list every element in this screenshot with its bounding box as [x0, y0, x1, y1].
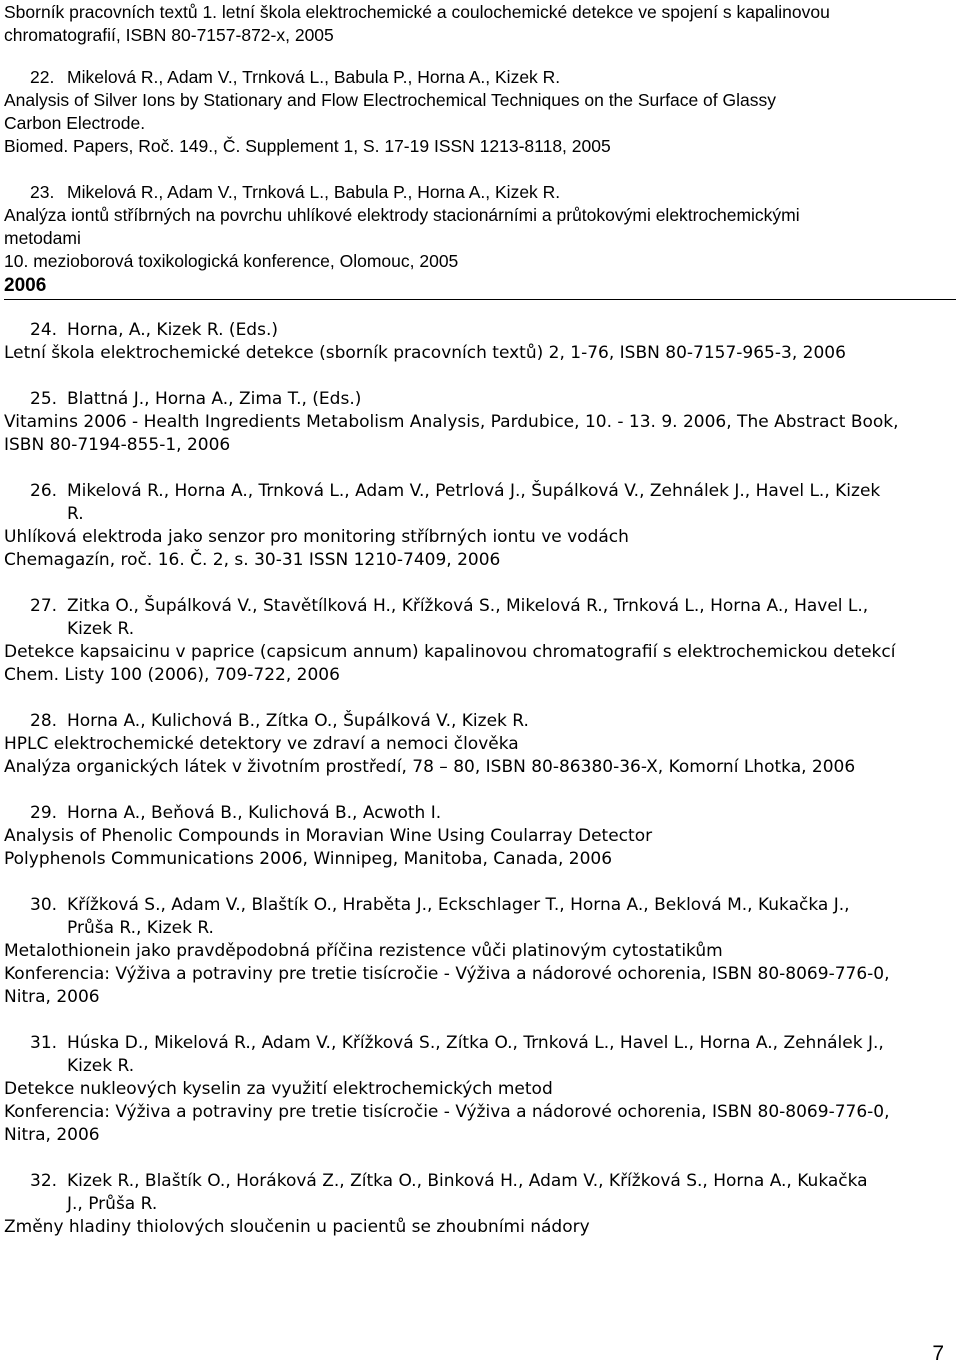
publication-entry [4, 388, 956, 457]
entry-authors: Blattná J., Horna A., Zima T., (Eds.) [67, 389, 362, 409]
entry-line: Carbon Electrode. [4, 113, 146, 133]
entry-number: 30. [30, 895, 58, 915]
publication-entry [4, 319, 956, 365]
entry-number: 26. [30, 481, 58, 501]
entry-line: Chemagazín, roč. 16. Č. 2, s. 30-31 ISSN 1210-7409, 2006 [4, 550, 501, 570]
entry-authors [67, 480, 956, 526]
entry-line: Chem. Listy 100 (2006), 709-722, 2006 [4, 665, 340, 685]
entry-authors-line: Kizek R. [67, 619, 135, 639]
publication-entry [4, 181, 956, 273]
entry-line: ISBN 80-7194-855-1, 2006 [4, 435, 231, 455]
entry-authors-line: Kizek R., Blaštík O., Horáková Z., Zítka O., Binková H., Adam V., Křížková S., Horna A., Kukačka [67, 1171, 868, 1191]
publication-entry [4, 802, 956, 871]
entry-line: Detekce kapsaicinu v paprice (capsicum annum) kapalinovou chromatografií s elektrochemickou detekcí [4, 642, 896, 662]
entry-authors [67, 595, 956, 641]
entry-line: Nitra, 2006 [4, 1125, 100, 1145]
publication-entry [4, 1170, 956, 1239]
entry-number: 25. [30, 389, 58, 409]
entry-authors-line: Kizek R. [67, 1056, 135, 1076]
entry-authors-line: J., Průša R. [67, 1194, 158, 1214]
entry-line: Letní škola elektrochemické detekce (sborník pracovních textů) 2, 1-76, ISBN 80-7157-965-3, 2006 [4, 343, 846, 363]
entry-authors-line: Húska D., Mikelová R., Adam V., Křížková S., Zítka O., Trnková L., Havel L., Horna A., Zehnálek J., [67, 1033, 884, 1053]
entry-line: Metalothionein jako pravděpodobná příčina rezistence vůči platinovým cytostatikům [4, 941, 723, 961]
entry-number: 28. [30, 711, 58, 731]
entry-line: HPLC elektrochemické detektory ve zdraví a nemoci člověka [4, 734, 519, 754]
entry-number: 24. [30, 320, 58, 340]
publication-entry [4, 66, 956, 158]
entry-authors [67, 1170, 956, 1216]
entry-line: Konferencia: Výživa a potraviny pre tretie tisícročie - Výživa a nádorové ochorenia, ISBN 80-8069-776-0, [4, 964, 890, 984]
document-page [4, 0, 956, 1239]
entry-authors-line: Křížková S., Adam V., Blaštík O., Hraběta J., Eckschlager T., Horna A., Beklová M., Kukačka J., [67, 895, 850, 915]
entry-authors [67, 894, 956, 940]
intro-line: Sborník pracovních textů 1. letní škola elektrochemické a coulochemické detekce ve spojení s kapalinovou [4, 2, 830, 22]
entry-authors [67, 1032, 956, 1078]
entry-line: 10. mezioborová toxikologická konference, Olomouc, 2005 [4, 251, 459, 271]
entry-number: 23. [30, 182, 55, 202]
entry-line: Uhlíková elektroda jako senzor pro monitoring stříbrných iontu ve vodách [4, 527, 629, 547]
intro-paragraph [4, 1, 956, 47]
entry-line: Vitamins 2006 - Health Ingredients Metabolism Analysis, Pardubice, 10. - 13. 9. 2006, The Abstract Book, [4, 412, 899, 432]
entry-line: Analýza iontů stříbrných na povrchu uhlíkové elektrody stacionárními a průtokovými elektrochemickými [4, 205, 800, 225]
entry-authors: Horna A., Kulichová B., Zítka O., Šupálková V., Kizek R. [67, 711, 529, 731]
entry-number: 32. [30, 1171, 58, 1191]
entry-line: Konferencia: Výživa a potraviny pre tretie tisícročie - Výživa a nádorové ochorenia, ISBN 80-8069-776-0, [4, 1102, 890, 1122]
publication-entry [4, 894, 956, 1009]
entry-number: 22. [30, 67, 55, 87]
year-heading: 2006 [4, 274, 956, 300]
entry-number: 29. [30, 803, 58, 823]
entry-line: Analysis of Silver Ions by Stationary and Flow Electrochemical Techniques on the Surface of Glassy [4, 90, 776, 110]
publication-entry [4, 480, 956, 572]
entry-authors-line: Zitka O., Šupálková V., Stavětílková H., Křížková S., Mikelová R., Trnková L., Horna A., Havel L., [67, 596, 869, 616]
entry-line: Analysis of Phenolic Compounds in Moravian Wine Using Coularray Detector [4, 826, 653, 846]
intro-line: chromatografií, ISBN 80-7157-872-x, 2005 [4, 25, 334, 45]
publication-entry [4, 595, 956, 687]
entry-line: metodami [4, 228, 81, 248]
entry-line: Polyphenols Communications 2006, Winnipeg, Manitoba, Canada, 2006 [4, 849, 613, 869]
entry-authors: Mikelová R., Adam V., Trnková L., Babula P., Horna A., Kizek R. [67, 182, 561, 202]
entry-number: 31. [30, 1033, 58, 1053]
entry-authors: Mikelová R., Adam V., Trnková L., Babula P., Horna A., Kizek R. [67, 67, 561, 87]
entry-number: 27. [30, 596, 58, 616]
page-number: 7 [932, 1342, 944, 1365]
entry-authors-line: R. [67, 504, 84, 524]
entry-authors-line: Průša R., Kizek R. [67, 918, 214, 938]
entry-line: Biomed. Papers, Roč. 149., Č. Supplement 1, S. 17-19 ISSN 1213-8118, 2005 [4, 136, 611, 156]
entry-line: Nitra, 2006 [4, 987, 100, 1007]
entry-authors: Horna, A., Kizek R. (Eds.) [67, 320, 278, 340]
entry-authors-line: Mikelová R., Horna A., Trnková L., Adam V., Petrlová J., Šupálková V., Zehnálek J., Havel L., Kizek [67, 481, 881, 501]
publication-entry [4, 1032, 956, 1147]
entry-line: Detekce nukleových kyselin za využití elektrochemických metod [4, 1079, 553, 1099]
publication-entry [4, 710, 956, 779]
entry-line: Změny hladiny thiolových sloučenin u pacientů se zhoubními nádory [4, 1217, 590, 1237]
entry-authors: Horna A., Beňová B., Kulichová B., Acwoth I. [67, 803, 442, 823]
entry-line: Analýza organických látek v životním prostředí, 78 – 80, ISBN 80-86380-36-X, Komorní Lhotka, 2006 [4, 757, 856, 777]
